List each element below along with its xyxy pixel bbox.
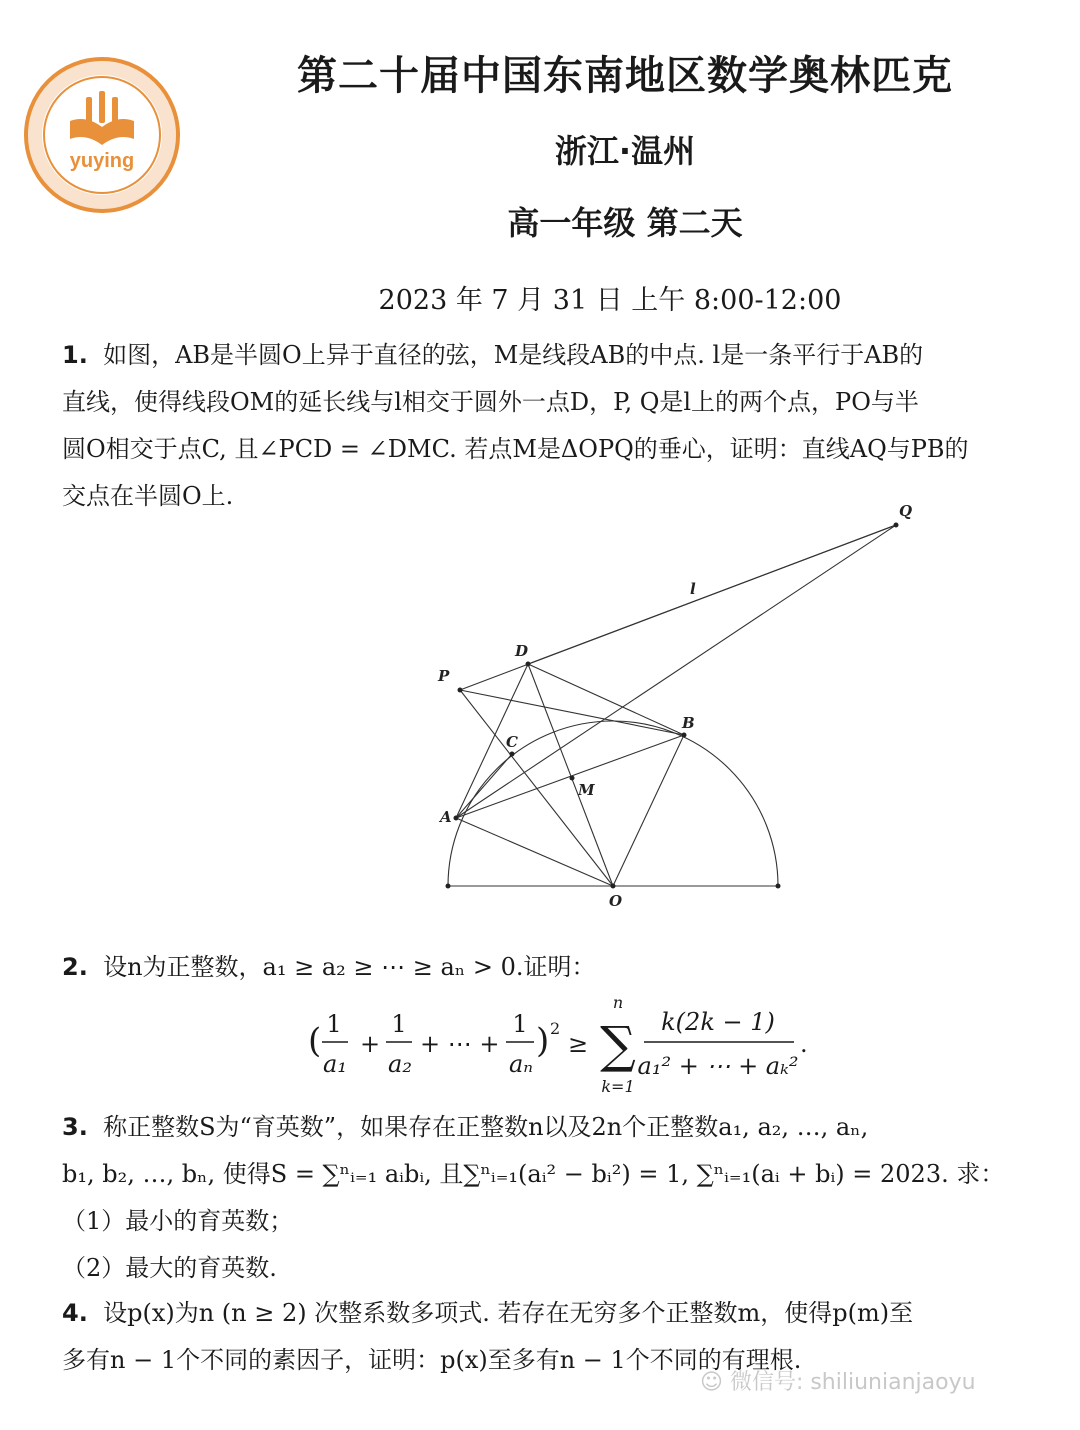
segment-DQ (528, 525, 896, 664)
svg-text:+: + (360, 1030, 381, 1058)
wechat-icon: ☺ (700, 1370, 723, 1395)
svg-text:.: . (800, 1030, 808, 1058)
point-M (570, 776, 575, 781)
problem-1-line2: 直线，使得线段OM的延长线与l相交于圆外一点D，P, Q是l上的两个点，PO与半 (62, 388, 919, 416)
problem-2-number: 2. (62, 953, 88, 981)
point-A (454, 816, 459, 821)
label-D: D (515, 642, 529, 660)
svg-text:): ) (536, 1021, 550, 1061)
sum-top: n (612, 993, 624, 1012)
f2-num: 1 (391, 1010, 407, 1038)
segment-OB (613, 735, 684, 886)
location-subtitle: 浙江·温州 (554, 132, 696, 170)
problem-2-line1: 设n为正整数，a₁ ≥ a₂ ≥ ⋯ ≥ aₙ > 0.证明： (103, 953, 596, 981)
label-P: P (438, 667, 450, 685)
page-title: 第二十届中国东南地区数学奥林匹克 (297, 53, 953, 99)
problem-1-line3: 圆O相交于点C, 且∠PCD = ∠DMC. 若点M是ΔOPQ的垂心，证明：直线AQ与PB的 (62, 435, 969, 463)
formula-dots: + ⋯ + (420, 1030, 500, 1058)
problem-4-line2: 多有n − 1个不同的素因子，证明：p(x)至多有n − 1个不同的有理根. (62, 1346, 802, 1374)
problem-2-formula (300, 990, 860, 1100)
formula-geq: ≥ (568, 1030, 589, 1058)
grade-day: 高一年级 第二天 (507, 204, 743, 242)
problem-2 (62, 944, 1062, 991)
book-tree-icon (70, 91, 134, 145)
sum-bottom: k=1 (601, 1077, 635, 1096)
segment-PB (460, 690, 684, 735)
f1-num: 1 (326, 1010, 342, 1038)
problem-3-line2: b₁, b₂, …, bₙ, 使得S = ∑ⁿᵢ₌₁ aᵢbᵢ, 且∑ⁿᵢ₌₁(aᵢ² − bᵢ²) = 1, ∑ⁿᵢ₌₁(aᵢ + bᵢ) = 2023. 求： (62, 1160, 1005, 1188)
wechat-watermark (700, 1365, 1060, 1405)
problem-3-part2: （2）最大的育英数. (62, 1254, 277, 1282)
segment-OA (456, 818, 613, 886)
point-right-end (776, 884, 781, 889)
formula-power: 2 (550, 1019, 561, 1038)
problem-1-number: 1. (62, 341, 88, 369)
f1-den: a₁ (323, 1050, 347, 1078)
label-A: A (440, 808, 452, 826)
problem-1-line4: 交点在半圆O上. (62, 482, 234, 510)
point-C (510, 752, 515, 757)
problem-3-line1: 称正整数S为“育英数”，如果存在正整数n以及2n个正整数a₁, a₂, …, aₙ, (103, 1113, 869, 1141)
f3-den: aₙ (508, 1050, 534, 1078)
watermark-text: 微信号: shiliunianjaoyu (729, 1370, 976, 1395)
frac-den: a₁² + ⋯ + aₖ² (637, 1052, 799, 1080)
label-C: C (506, 733, 518, 751)
logo-text: yuying (69, 150, 135, 172)
svg-text:∑: ∑ (600, 1016, 636, 1074)
f3-num: 1 (512, 1010, 528, 1038)
f2-den: a₂ (388, 1050, 412, 1078)
exam-datetime: 2023 年 7 月 31 日 上午 8:00-12:00 (378, 285, 842, 316)
problem-4-line1: 设p(x)为n (n ≥ 2) 次整系数多项式. 若存在无穷多个正整数m，使得p(m)至 (103, 1299, 914, 1327)
semicircle-arc (448, 721, 778, 886)
problem-4-number: 4. (62, 1299, 88, 1327)
problem-3-part1: （1）最小的育英数； (62, 1207, 294, 1235)
frac-num: k(2k − 1) (661, 1008, 775, 1036)
problem-3 (62, 1104, 1062, 1292)
label-O: O (609, 892, 623, 910)
school-logo (22, 55, 182, 215)
problem-3-number: 3. (62, 1113, 88, 1141)
point-P (458, 688, 463, 693)
label-Q: Q (899, 502, 913, 520)
geometry-figure (380, 490, 940, 920)
label-M: M (578, 781, 595, 799)
label-B: B (682, 714, 695, 732)
point-O (611, 884, 616, 889)
svg-text:(: ( (308, 1021, 322, 1061)
point-left-end (446, 884, 451, 889)
label-l: l (690, 580, 696, 598)
point-D (526, 662, 531, 667)
problem-1-line1: 如图，AB是半圆O上异于直径的弦，M是线段AB的中点. l是一条平行于AB的 (103, 341, 924, 369)
point-Q (894, 523, 899, 528)
point-B (682, 733, 687, 738)
segment-AQ (456, 525, 896, 818)
